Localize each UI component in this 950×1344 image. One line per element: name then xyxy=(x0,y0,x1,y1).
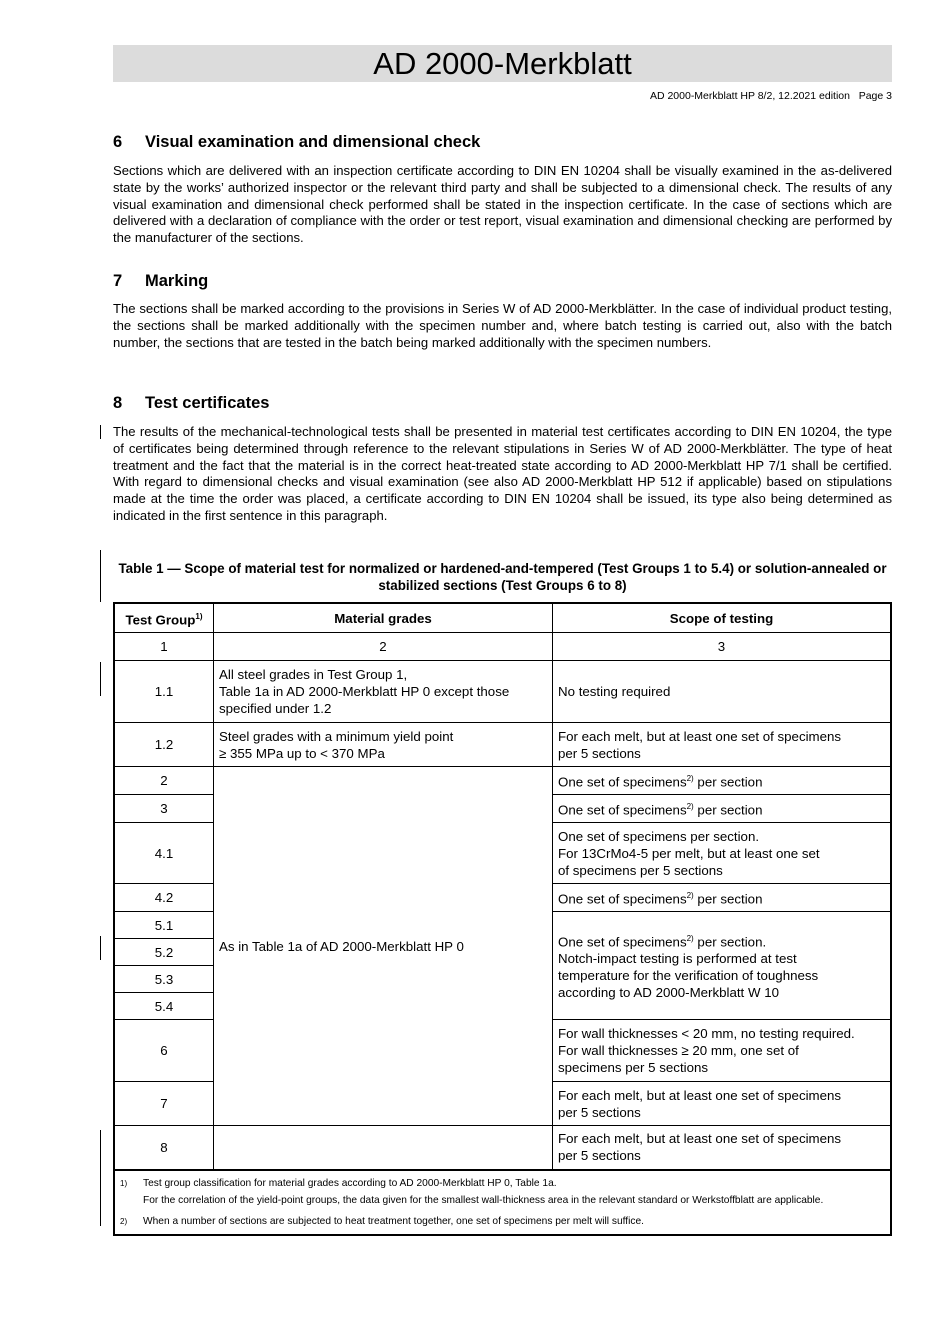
section-title: Visual examination and dimensional check xyxy=(145,133,481,151)
footnote: 1) Test group classification for material grades according to AD 2000-Merkblatt HP 0, Table 1a. For the correlation of the yield-point groups, the data given for the smallest wall-thickness area in the relevant standard or Werkstoffblatt are applicable. xyxy=(120,1177,824,1206)
test-group-cell: 5.3 xyxy=(114,966,214,993)
material-grade-cell: All steel grades in Test Group 1, Table 1a in AD 2000-Merkblatt HP 0 except those specified under 1.2 xyxy=(214,661,553,723)
section-heading xyxy=(113,272,208,291)
scope-cell: For each melt, but at least one set of specimens per 5 sections xyxy=(553,1126,892,1170)
column-number: 2 xyxy=(214,633,553,661)
section-number: 6 xyxy=(113,133,123,151)
section-text: The results of the mechanical-technological tests shall be presented in material test certificates according to DIN EN 10204, the type of certificates being determined through reference to the relevant stipulations in Series W of AD 2000-Merkblätter. The type of heat treatment and the fact that the material is in the correct heat-treated state according to AD 2000-Merkblatt HP 7/1 shall be certified. With regard to dimensional checks and visual examination (see also AD 2000-Merkblatt HP 512 if applicable) based on stipulations made at the time the order was placed, a certificate according to DIN EN 10204 shall be issued, its type also being determined as indicated in the first sentence in this paragraph. xyxy=(113,424,892,523)
section-number: 8 xyxy=(113,394,123,412)
test-group-cell: 2 xyxy=(114,767,214,795)
test-scope-table xyxy=(113,602,892,1236)
scope-cell: For each melt, but at least one set of specimens per 5 sections xyxy=(553,1082,892,1126)
change-bar xyxy=(100,550,101,602)
test-group-cell: 5.2 xyxy=(114,939,214,966)
section-number: 7 xyxy=(113,272,123,290)
change-bar xyxy=(100,425,101,439)
material-grade-merged-cell: As in Table 1a of AD 2000-Merkblatt HP 0 xyxy=(214,767,553,1126)
test-group-cell: 6 xyxy=(114,1020,214,1082)
test-group-cell: 7 xyxy=(114,1082,214,1126)
header-material-grades: Material grades xyxy=(214,603,553,633)
section-title: Marking xyxy=(145,272,209,290)
column-number: 3 xyxy=(553,633,892,661)
change-bar xyxy=(100,936,101,960)
test-group-cell: 3 xyxy=(114,795,214,823)
scope-cell: One set of specimens$^{2)}$ per section xyxy=(553,795,892,823)
table-footnotes xyxy=(114,1170,891,1235)
test-group-cell: 4.2 xyxy=(114,884,214,912)
section-heading xyxy=(113,394,269,413)
test-group-cell: 5.4 xyxy=(114,993,214,1020)
material-grade-cell: Steel grades with a minimum yield point ≥ 355 MPa up to < 370 MPa xyxy=(214,723,553,767)
header-scope-of-testing: Scope of testing xyxy=(553,603,892,633)
section-text: The sections shall be marked according to the provisions in Series W of AD 2000-Merkblätter. In the case of individual product testing, the sections shall be marked additionally with the specimen number and, where batch testing is carried out, also with the batch number, the sections that are tested in the batch being marked additionally with the specimen numbers. xyxy=(113,301,892,350)
test-group-cell: 5.1 xyxy=(114,912,214,939)
change-bar xyxy=(100,1130,101,1226)
scope-cell: One set of specimens$^{2)}$ per section xyxy=(553,884,892,912)
section-heading xyxy=(113,133,480,152)
section-text: Sections which are delivered with an inspection certificate according to DIN EN 10204 shall be visually examined in the as-delivered state by the works’ authorized inspector or the relevant third party and shall be subjected to a dimensional check. The results of any visual examination and dimensional check performed shall be stated in the inspection certificate. In the case of sections which are delivered with a declaration of compliance with the order or test report, visual examination and dimensional checking are performed by the manufacturer of the sections. xyxy=(113,163,892,246)
test-group-cell: 1.1 xyxy=(114,661,214,723)
material-grade-cell xyxy=(214,1126,553,1170)
scope-cell: One set of specimens per section. For 13CrMo4-5 per melt, but at least one set of specimens per 5 sections xyxy=(553,823,892,884)
section-title: Test certificates xyxy=(145,394,270,412)
document-page xyxy=(113,45,892,1227)
test-group-cell: 4.1 xyxy=(114,823,214,884)
scope-cell: For each melt, but at least one set of specimens per 5 sections xyxy=(553,723,892,767)
scope-cell: One set of specimens$^{2)}$ per section xyxy=(553,767,892,795)
header-test-group: Test Group$^{1)}$ xyxy=(114,603,214,633)
table-caption: Table 1 — Scope of material test for normalized or hardened-and-tempered (Test Groups 1 to 5.4) or solution-annealed or stabilized sections (Test Groups 6 to 8) xyxy=(118,561,887,593)
scope-cell: No testing required xyxy=(553,661,892,723)
column-number: 1 xyxy=(114,633,214,661)
header-subtitle: AD 2000-Merkblatt HP 8/2, 12.2021 edition Page 3 xyxy=(649,90,892,102)
change-bar xyxy=(100,662,101,696)
test-group-cell: 8 xyxy=(114,1126,214,1170)
footnote: 2) When a number of sections are subjected to heat treatment together, one set of specimens per melt will suffice. xyxy=(120,1215,644,1227)
test-group-cell: 1.2 xyxy=(114,723,214,767)
header-title: AD 2000-Merkblatt xyxy=(113,45,892,82)
scope-cell: For wall thicknesses < 20 mm, no testing required. For wall thicknesses ≥ 20 mm, one set of specimens per 5 sections xyxy=(553,1020,892,1082)
scope-cell: One set of specimens$^{2)}$ per section. Notch-impact testing is performed at test temperature for the verification of toughness according to AD 2000-Merkblatt W 10 xyxy=(553,912,892,1020)
